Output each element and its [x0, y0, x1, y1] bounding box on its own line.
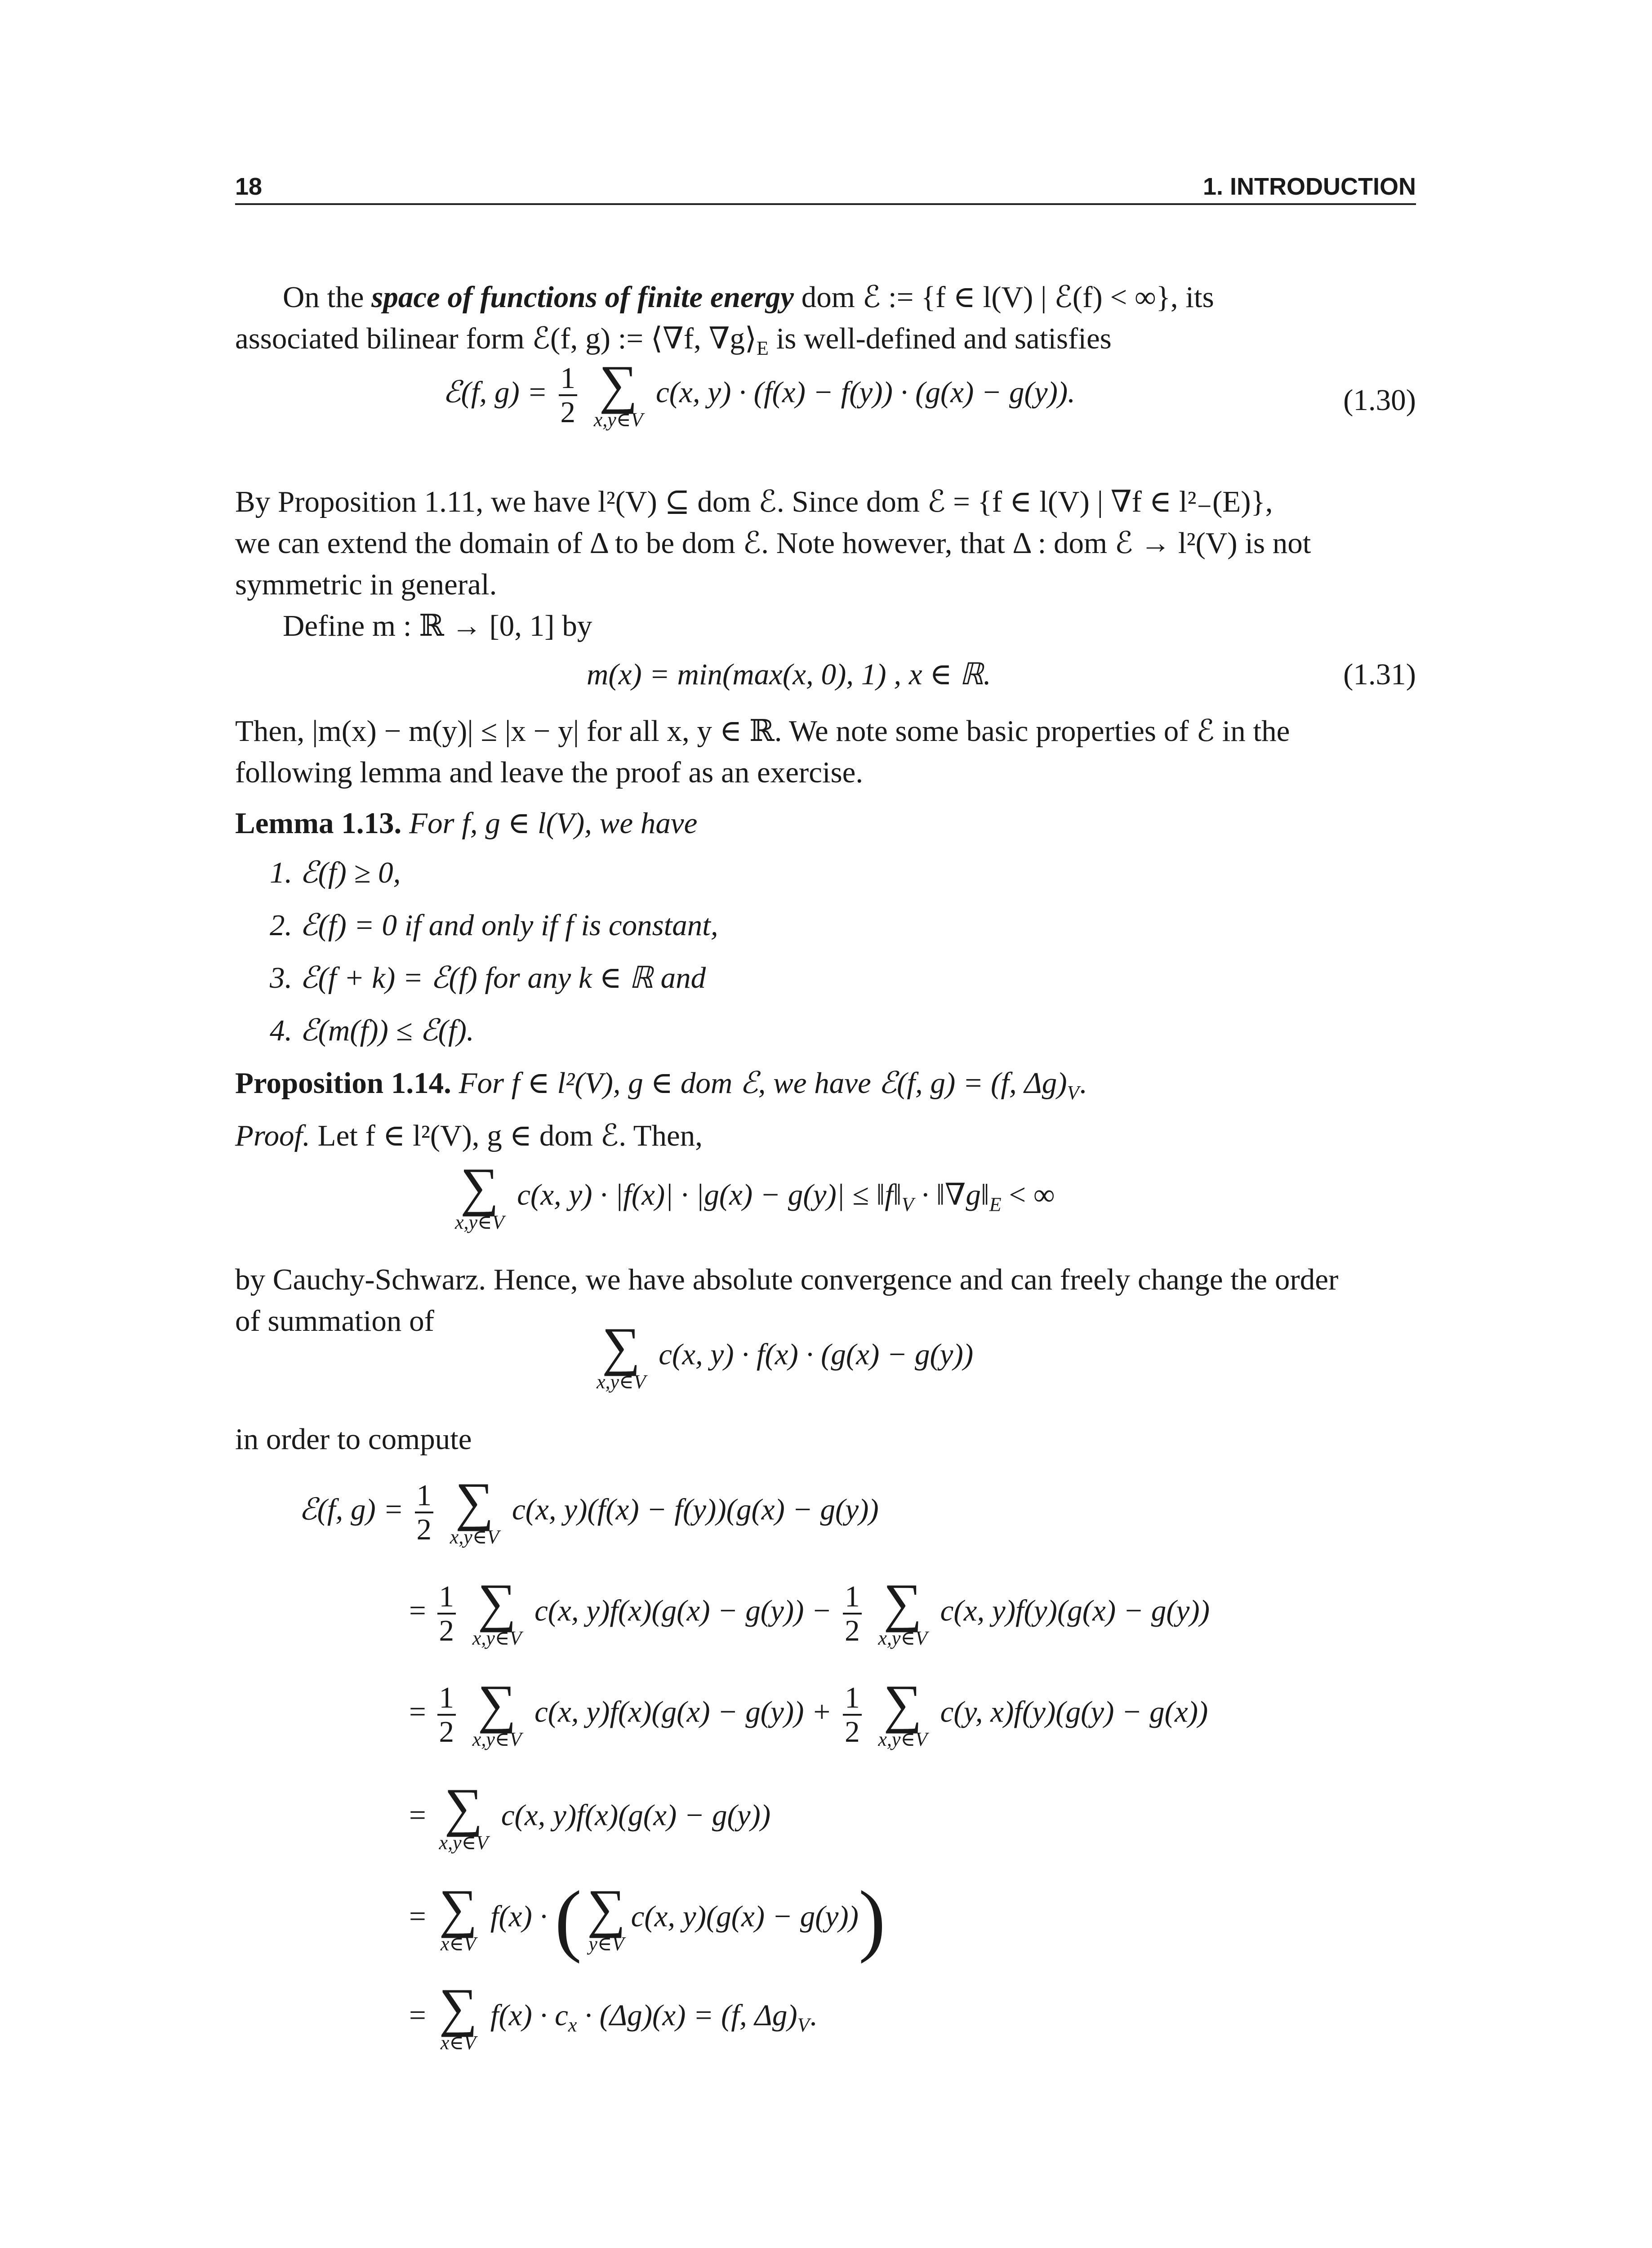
sum	[439, 1878, 478, 1955]
sum2-body: c(x, y) · f(x) · (g(x) − g(y))	[659, 1338, 974, 1371]
para1-line2-sub: E	[757, 337, 769, 359]
eq130-sum	[593, 354, 643, 431]
equals-sign: =	[409, 1695, 426, 1729]
para2-line1: By Proposition 1.11, we have l²(V) ⊆ dom ℰ. Since dom ℰ = {f ∈ l(V) | ∇f ∈ l²₋(E)},	[235, 485, 1273, 518]
sigma-symbol: ∑	[477, 1674, 517, 1734]
equation-cauchy-schwarz	[450, 1157, 1055, 1233]
left-paren: (	[555, 1874, 582, 1964]
sigma-symbol: ∑	[883, 1573, 922, 1632]
sum-limit: y∈V	[588, 1933, 624, 1955]
sum-limit: x∈V	[440, 2032, 476, 2054]
para4-line2: following lemma and leave the proof as an exercise.	[235, 756, 864, 789]
sigma-symbol: ∑	[601, 1316, 641, 1376]
proposition-label: Proposition 1.14.	[235, 1066, 451, 1100]
eq130-frac-den: 2	[560, 396, 576, 429]
derivation-line-5	[409, 1874, 886, 1964]
frac-num: 1	[437, 1682, 456, 1716]
paragraph-finite-energy	[235, 277, 1416, 318]
frac-den: 2	[845, 1614, 860, 1647]
cs-end: < ∞	[1001, 1178, 1055, 1212]
sum	[472, 1674, 522, 1750]
sigma-symbol: ∑	[477, 1573, 517, 1632]
sigma-symbol: ∑	[455, 1472, 494, 1531]
para2-line3: symmetric in general.	[235, 568, 497, 601]
paragraph-domain	[235, 481, 1416, 605]
proof-label: Proof.	[235, 1119, 310, 1152]
derivation-line-2	[409, 1573, 1210, 1649]
paragraph-finite-energy-line2	[235, 318, 1416, 359]
sum-limit: x,y∈V	[472, 1627, 522, 1649]
equation-1-31: m(x) = min(max(x, 0), 1) , x ∈ ℝ.	[587, 658, 991, 691]
equals-sign: =	[409, 1998, 426, 2032]
para1-text-a: On the	[283, 281, 372, 314]
half	[437, 1682, 456, 1748]
half	[843, 1682, 862, 1748]
derivation-line-6	[409, 1977, 817, 2054]
sum-limit: x∈V	[440, 1933, 476, 1955]
cs-sub2: E	[989, 1193, 1002, 1216]
eq130-rhs: c(x, y) · (f(x) − f(y)) · (g(x) − g(y)).	[656, 375, 1075, 409]
sum2-limit: x,y∈V	[597, 1371, 646, 1393]
sum-limit: x,y∈V	[472, 1728, 522, 1750]
derivation-line3-b: c(y, x)f(y)(g(y) − g(x))	[940, 1695, 1208, 1729]
derivation-line-1	[299, 1472, 879, 1548]
lemma-label: Lemma 1.13.	[235, 807, 402, 840]
eq130-half	[559, 362, 578, 428]
sum	[439, 1777, 489, 1854]
derivation-line6-tail: .	[809, 1998, 817, 2032]
frac-den: 2	[439, 1715, 454, 1748]
para4-line1: Then, |m(x) − m(y)| ≤ |x − y| for all x, y ∈ ℝ. We note some basic properties of ℰ in the	[235, 714, 1290, 748]
half	[843, 1580, 862, 1647]
sigma-symbol: ∑	[587, 1878, 626, 1938]
proof-text: Let f ∈ l²(V), g ∈ dom ℰ. Then,	[317, 1119, 703, 1152]
lemma-statement: For f, g ∈ l(V), we have	[409, 807, 698, 840]
equals-sign: =	[409, 1594, 426, 1628]
section-title: 1. INTRODUCTION	[1202, 173, 1416, 200]
equation-label-1-30: (1.30)	[1343, 384, 1416, 417]
sigma-symbol: ∑	[599, 354, 638, 414]
frac-den: 2	[416, 1513, 432, 1546]
cs-sub1: V	[901, 1193, 914, 1216]
para1-text-b: dom ℰ := {f ∈ l(V) | ℰ(f) < ∞}, its	[794, 281, 1214, 314]
equals-sign: =	[409, 1900, 426, 1933]
derivation-line2-b: c(x, y)f(y)(g(x) − g(y))	[940, 1594, 1210, 1628]
derivation-line5-a: f(x) ·	[490, 1900, 548, 1933]
frac-den: 2	[439, 1614, 454, 1647]
sigma-symbol: ∑	[460, 1157, 499, 1217]
frac-num: 1	[437, 1580, 456, 1615]
sum	[878, 1573, 927, 1649]
equation-1-30	[443, 354, 1075, 431]
sigma-symbol: ∑	[439, 1977, 478, 2037]
derivation-line4-body: c(x, y)f(x)(g(x) − g(y))	[501, 1798, 771, 1832]
equation-label-1-31: (1.31)	[1343, 658, 1416, 691]
page-number: 18	[235, 173, 263, 200]
frac-num: 1	[415, 1479, 434, 1513]
frac-num: 1	[843, 1580, 862, 1615]
sigma-symbol: ∑	[439, 1878, 478, 1938]
paragraph-define-m: Define m : ℝ → [0, 1] by	[283, 609, 592, 642]
derivation-line-4	[409, 1777, 771, 1854]
para1-line2-end: is well-defined and satisfies	[768, 322, 1112, 355]
sum	[472, 1573, 522, 1649]
convergence-line2: of summation of	[235, 1304, 434, 1338]
half	[415, 1479, 434, 1546]
cs-sum-limit: x,y∈V	[455, 1211, 504, 1233]
lemma-item-1: 1. ℰ(f) ≥ 0,	[270, 856, 401, 889]
cs-sum	[455, 1157, 504, 1233]
cs-mid: · ‖∇g‖	[913, 1178, 989, 1212]
sigma-symbol: ∑	[444, 1777, 483, 1837]
running-header	[235, 173, 1416, 200]
derivation-line3-a: c(x, y)f(x)(g(x) − g(y)) +	[534, 1695, 832, 1729]
paragraph-lipschitz	[235, 710, 1416, 793]
lemma-1-13	[235, 803, 1416, 844]
eq130-lhs: ℰ(f, g) =	[443, 375, 548, 409]
proof-intro	[235, 1115, 1416, 1156]
sum-limit: x,y∈V	[878, 1627, 927, 1649]
sum	[587, 1878, 626, 1955]
derivation-line6-sub2: V	[797, 2014, 810, 2036]
sum2	[597, 1316, 646, 1393]
header-rule	[235, 203, 1416, 205]
proposition-sub: V	[1067, 1082, 1079, 1104]
proposition-statement: For f ∈ l²(V), g ∈ dom ℰ, we have ℰ(f, g) = (f, Δg)	[459, 1066, 1067, 1100]
proposition-1-14	[235, 1062, 1416, 1104]
derivation-line-3	[409, 1674, 1208, 1750]
equation-summation	[591, 1316, 974, 1393]
sum-limit: x,y∈V	[439, 1832, 489, 1854]
lemma-item-4: 4. ℰ(m(f)) ≤ ℰ(f).	[270, 1014, 474, 1047]
lemma-item-2: 2. ℰ(f) = 0 if and only if f is constant,	[270, 909, 718, 942]
sum-limit: x,y∈V	[450, 1526, 499, 1548]
derivation-line6-b: · (Δg)(x) = (f, Δg)	[577, 1998, 797, 2032]
derivation-line6-sub: x	[568, 2014, 577, 2036]
proposition-end: .	[1079, 1066, 1087, 1100]
paragraph-compute: in order to compute	[235, 1423, 472, 1456]
derivation-line6-a: f(x) · c	[490, 1998, 568, 2032]
sum	[439, 1977, 478, 2054]
sigma-symbol: ∑	[883, 1674, 922, 1734]
para1-line2: associated bilinear form ℰ(f, g) := ⟨∇f, ∇g⟩	[235, 322, 757, 355]
frac-den: 2	[845, 1715, 860, 1748]
sum	[878, 1674, 927, 1750]
right-paren: )	[858, 1874, 886, 1964]
derivation-lhs: ℰ(f, g) =	[299, 1493, 404, 1526]
defined-term: space of functions of finite energy	[371, 281, 794, 314]
para2-line2: we can extend the domain of Δ to be dom ℰ. Note however, that Δ : dom ℰ → l²(V) is not	[235, 526, 1311, 560]
derivation-line5-b: c(x, y)(g(x) − g(y))	[631, 1900, 859, 1933]
cs-body: c(x, y) · |f(x)| · |g(x) − g(y)| ≤ ‖f‖	[517, 1178, 902, 1212]
half	[437, 1580, 456, 1647]
equals-sign: =	[409, 1798, 426, 1832]
eq130-frac-num: 1	[559, 362, 578, 396]
convergence-line1: by Cauchy-Schwarz. Hence, we have absolute convergence and can freely change the order	[235, 1263, 1339, 1296]
frac-num: 1	[843, 1682, 862, 1716]
sum-limit: x,y∈V	[878, 1728, 927, 1750]
derivation-line1-body: c(x, y)(f(x) − f(y))(g(x) − g(y))	[512, 1493, 879, 1526]
sum	[450, 1472, 499, 1548]
lemma-item-3: 3. ℰ(f + k) = ℰ(f) for any k ∈ ℝ and	[270, 961, 706, 995]
derivation-line2-a: c(x, y)f(x)(g(x) − g(y)) −	[534, 1594, 832, 1628]
eq130-sum-limit: x,y∈V	[593, 409, 643, 431]
